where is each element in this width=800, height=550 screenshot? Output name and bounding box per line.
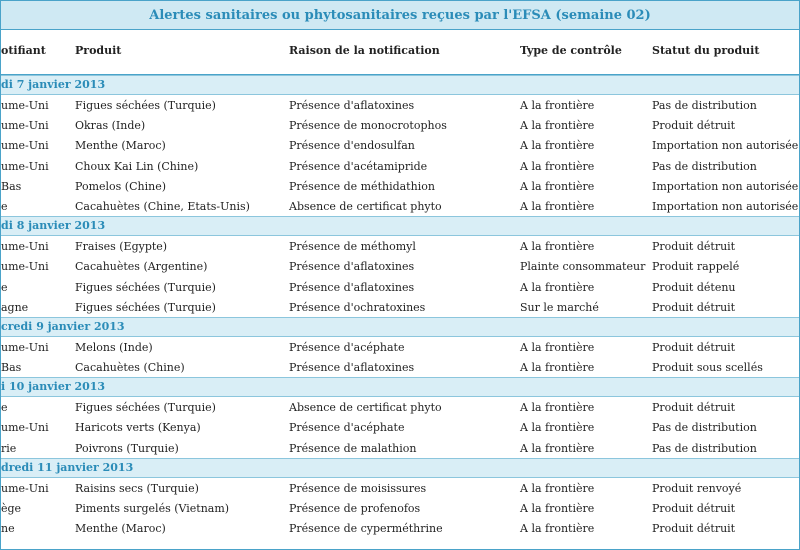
cell-produit: Figues séchées (Turquie) xyxy=(75,280,216,294)
table-row xyxy=(1,135,799,155)
date-label: di 7 janvier 2013 xyxy=(1,78,106,91)
header-notifiant: otifiant xyxy=(1,44,46,57)
date-row xyxy=(1,216,799,236)
cell-produit: Figues séchées (Turquie) xyxy=(75,99,216,112)
table-title xyxy=(1,1,799,30)
cell-type: Plainte consommateur xyxy=(520,260,646,274)
cell-raison: Présence de profenofos xyxy=(289,502,421,515)
table-row xyxy=(1,518,799,538)
cell-notifiant: ne xyxy=(1,522,15,536)
cell-statut: Produit détruit xyxy=(652,240,736,254)
cell-notifiant: e xyxy=(1,199,8,213)
cell-notifiant: ume-Uni xyxy=(1,421,49,435)
table-row xyxy=(1,115,799,135)
cell-notifiant: e xyxy=(1,280,8,294)
cell-notifiant: Bas xyxy=(1,179,22,193)
table-row xyxy=(1,236,799,256)
cell-notifiant: ume-Uni xyxy=(1,260,49,274)
header-type: Type de contrôle xyxy=(520,44,622,57)
cell-statut: Produit renvoyé xyxy=(652,481,742,495)
cell-raison: Absence de certificat phyto xyxy=(289,199,442,213)
date-row xyxy=(1,317,799,337)
cell-type: A la frontière xyxy=(520,159,595,173)
table-row xyxy=(1,196,799,216)
date-row xyxy=(1,458,799,478)
cell-raison: Présence de monocrotophos xyxy=(289,119,447,133)
cell-type: A la frontière xyxy=(520,240,595,254)
cell-produit: Choux Kai Lin (Chine) xyxy=(75,159,199,173)
cell-type: A la frontière xyxy=(520,119,595,133)
cell-raison: Présence de méthomyl xyxy=(289,240,416,254)
cell-type: A la frontière xyxy=(520,522,595,536)
cell-produit: Piments surgelés (Vietnam) xyxy=(75,502,230,515)
cell-statut: Importation non autorisée xyxy=(652,199,799,213)
table-row xyxy=(1,417,799,437)
cell-raison: Présence d'acéphate xyxy=(289,340,405,354)
cell-notifiant: e xyxy=(1,401,8,415)
cell-produit: Figues séchées (Turquie) xyxy=(75,300,216,314)
cell-statut: Pas de distribution xyxy=(652,159,757,173)
cell-produit: Pomelos (Chine) xyxy=(75,179,166,193)
cell-raison: Présence d'ochratoxines xyxy=(289,300,426,314)
cell-produit: Haricots verts (Kenya) xyxy=(75,421,201,435)
cell-produit: Poivrons (Turquie) xyxy=(75,441,179,455)
cell-notifiant: ume-Uni xyxy=(1,139,49,153)
cell-statut: Pas de distribution xyxy=(652,99,757,112)
cell-raison: Présence d'aflatoxines xyxy=(289,260,415,274)
header-produit: Produit xyxy=(75,44,122,57)
table-row xyxy=(1,95,799,115)
cell-type: A la frontière xyxy=(520,401,595,415)
cell-produit: Cacahuètes (Argentine) xyxy=(75,260,208,274)
date-label: di 8 janvier 2013 xyxy=(1,219,106,233)
cell-notifiant: ume-Uni xyxy=(1,340,49,354)
cell-notifiant: ume-Uni xyxy=(1,481,49,495)
date-row xyxy=(1,75,799,95)
table-row xyxy=(1,498,799,518)
date-label: dredi 11 janvier 2013 xyxy=(1,460,134,474)
table-row xyxy=(1,256,799,276)
cell-type: A la frontière xyxy=(520,139,595,153)
cell-raison: Absence de certificat phyto xyxy=(289,401,442,415)
table-title-text: Alertes sanitaires ou phytosanitaires reçues par l'EFSA (semaine 02) xyxy=(149,7,651,23)
cell-statut: Produit rappelé xyxy=(652,260,740,274)
table-row xyxy=(1,337,799,357)
cell-produit: Cacahuètes (Chine) xyxy=(75,361,185,375)
date-label: credi 9 janvier 2013 xyxy=(1,319,125,333)
cell-statut: Produit détruit xyxy=(652,502,736,515)
cell-raison: Présence d'aflatoxines xyxy=(289,99,415,112)
cell-statut: Produit détruit xyxy=(652,340,736,354)
cell-type: A la frontière xyxy=(520,99,595,112)
cell-type: A la frontière xyxy=(520,421,595,435)
cell-produit: Raisins secs (Turquie) xyxy=(75,481,199,495)
cell-notifiant: ège xyxy=(1,502,22,515)
cell-raison: Présence de cyperméthrine xyxy=(289,522,443,536)
cell-statut: Pas de distribution xyxy=(652,421,757,435)
cell-produit: Okras (Inde) xyxy=(75,119,146,133)
cell-raison: Présence d'aflatoxines xyxy=(289,361,415,375)
table-row xyxy=(1,438,799,458)
cell-produit: Menthe (Maroc) xyxy=(75,522,166,536)
cell-produit: Figues séchées (Turquie) xyxy=(75,401,216,415)
table-row xyxy=(1,176,799,196)
cell-type: A la frontière xyxy=(520,361,595,375)
table-row xyxy=(1,277,799,297)
cell-notifiant: Bas xyxy=(1,361,22,375)
date-row xyxy=(1,377,799,397)
cell-produit: Fraises (Egypte) xyxy=(75,240,168,254)
cell-type: A la frontière xyxy=(520,481,595,495)
cell-statut: Produit sous scellés xyxy=(652,361,763,375)
cell-notifiant: ume-Uni xyxy=(1,119,49,133)
cell-raison: Présence de moisissures xyxy=(289,481,427,495)
cell-raison: Présence d'acétamipride xyxy=(289,159,428,173)
table-body xyxy=(1,75,799,538)
cell-produit: Menthe (Maroc) xyxy=(75,139,166,153)
cell-statut: Importation non autorisée xyxy=(652,179,799,193)
cell-statut: Produit détruit xyxy=(652,119,736,133)
cell-statut: Produit détruit xyxy=(652,300,736,314)
cell-type: A la frontière xyxy=(520,199,595,213)
cell-raison: Présence de méthidathion xyxy=(289,179,435,193)
cell-raison: Présence d'acéphate xyxy=(289,421,405,435)
cell-raison: Présence de malathion xyxy=(289,441,417,455)
cell-type: A la frontière xyxy=(520,280,595,294)
cell-statut: Produit détruit xyxy=(652,522,736,536)
cell-produit: Cacahuètes (Chine, Etats-Unis) xyxy=(75,199,250,213)
cell-notifiant: rie xyxy=(1,441,17,455)
cell-raison: Présence d'endosulfan xyxy=(289,139,415,153)
cell-raison: Présence d'aflatoxines xyxy=(289,280,415,294)
cell-type: Sur le marché xyxy=(520,300,599,314)
cell-type: A la frontière xyxy=(520,441,595,455)
cell-type: A la frontière xyxy=(520,179,595,193)
cell-notifiant: ume-Uni xyxy=(1,99,49,112)
cell-type: A la frontière xyxy=(520,340,595,354)
cell-statut: Produit détruit xyxy=(652,401,736,415)
cell-notifiant: ume-Uni xyxy=(1,240,49,254)
column-headers xyxy=(1,30,799,75)
header-raison: Raison de la notification xyxy=(289,44,440,57)
date-label: i 10 janvier 2013 xyxy=(1,380,106,394)
table-row xyxy=(1,156,799,176)
cell-produit: Melons (Inde) xyxy=(75,340,153,354)
table-row xyxy=(1,357,799,377)
header-statut: Statut du produit xyxy=(652,44,760,57)
table-row xyxy=(1,478,799,498)
cell-type: A la frontière xyxy=(520,502,595,515)
table-row xyxy=(1,397,799,417)
cell-statut: Produit détenu xyxy=(652,280,736,294)
cell-statut: Importation non autorisée xyxy=(652,139,799,153)
cell-statut: Pas de distribution xyxy=(652,441,757,455)
cell-notifiant: agne xyxy=(1,300,29,314)
table-row xyxy=(1,297,799,317)
cell-notifiant: ume-Uni xyxy=(1,159,49,173)
